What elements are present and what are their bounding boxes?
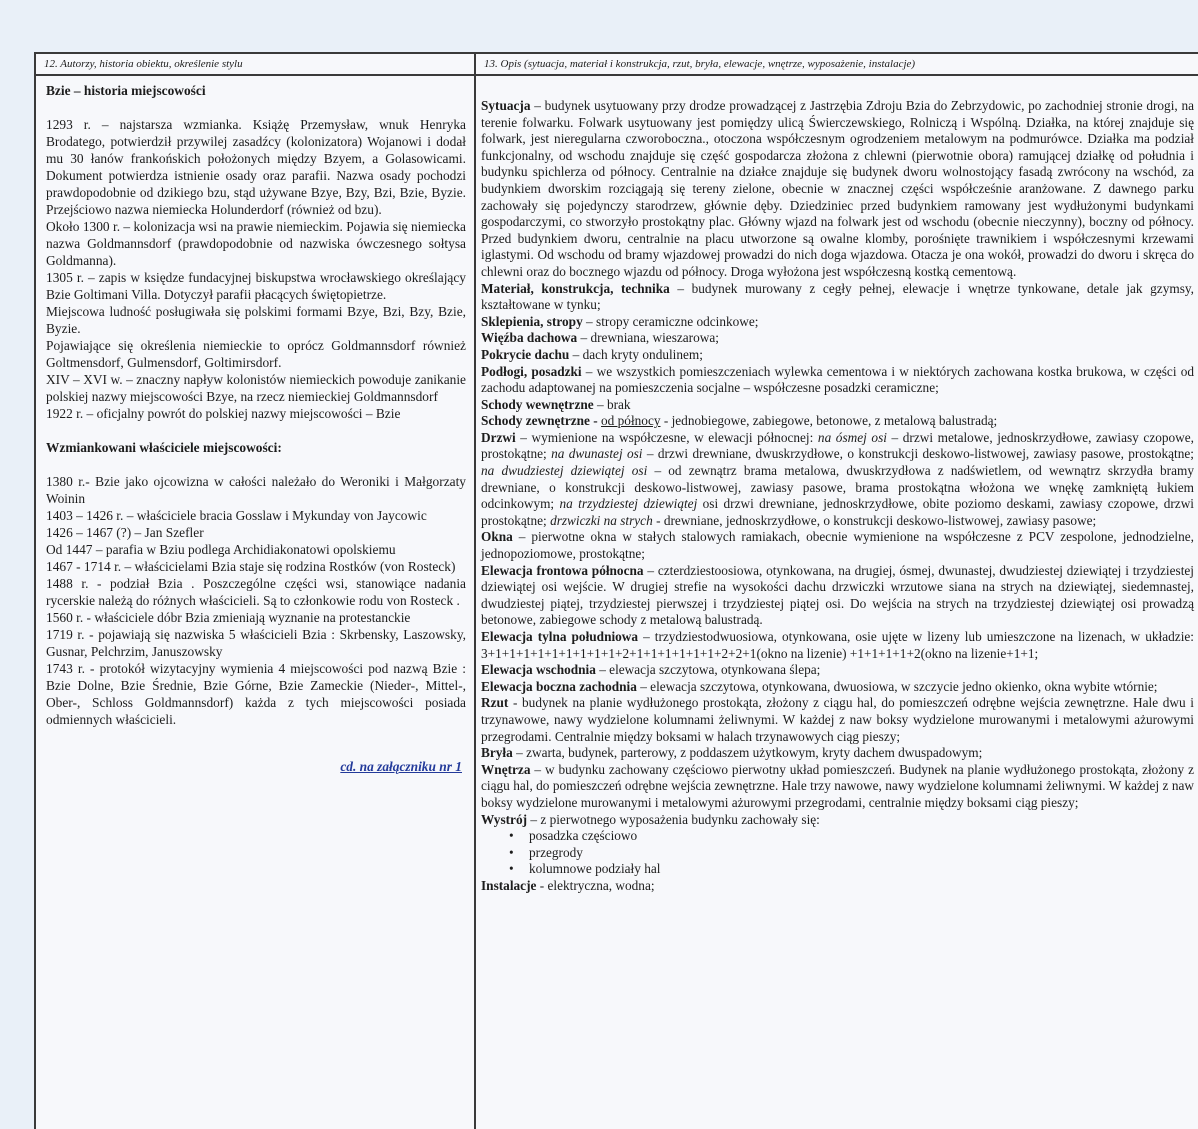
history-entry-1300: Około 1300 r. – kolonizacja wsi na prawie niemieckim. Pojawia się niemiecka nazwa Goldmannsdorf (prawdopodobnie od nazwiska ówczesnego sołtysa Goldmanna). [46, 219, 466, 268]
history-column-header: 12. Autorzy, historia obiektu, określenie stylu [36, 54, 474, 76]
description-column-header: 13. Opis (sytuacja, materiał i konstrukcja, rzut, bryła, elewacje, wnętrze, wyposażenie, instalacje) [476, 54, 1198, 76]
list-item: • kolumnowe podziały hal [509, 861, 1194, 878]
owner-entry-1719: 1719 r. - pojawiają się nazwiska 5 właścicieli Bzia : Skrbensky, Laszowsky, Gusnar, Pelchrzim, Januszowsky [46, 627, 466, 659]
section-podlogi: Podłogi, posadzki – we wszystkich pomieszczeniach wylewka cementowa i w niektórych zachowana kostka brukowa, w części od zachodu adaptowanej na pomieszczenia socjalne – współczesne posadzki ceramiczne; [481, 363, 1194, 396]
owner-entry-1467: 1467 - 1714 r. – właścicielami Bzia staje się rodzina Rostków (von Rosteck) [46, 559, 456, 574]
history-entry-14-16c: XIV – XVI w. – znaczny napływ kolonistów niemieckich powoduje zanikanie polskiej nazwy miejscowości Bzye, na rzecz niemieckiej Goldmannsdorf [46, 372, 466, 404]
section-elewacja-wschodnia: Elewacja wschodnia – elewacja szczytowa, otynkowana ślepa; [481, 662, 821, 678]
description-body [476, 76, 1198, 895]
owner-entry-1380: 1380 r.- Bzie jako ojcowizna w całości należało do Weroniki i Małgorzaty Woinin [46, 474, 466, 506]
owner-entry-1447: Od 1447 – parafia w Bziu podlega Archidiakonatowi opolskiemu [46, 542, 396, 557]
list-item: • posadzka częściowo [509, 828, 1194, 845]
section-instalacje: Instalacje - elektryczna, wodna; [481, 877, 655, 893]
owner-entry-1560: 1560 r. - właściciele dóbr Bzia zmieniają wyznanie na protestanckie [46, 610, 411, 625]
history-title: Bzie – historia miejscowości [46, 83, 206, 98]
section-sklepienia: Sklepienia, stropy – stropy ceramiczne odcinkowe; [481, 313, 759, 329]
description-column [476, 54, 1198, 1129]
section-schody-wewnetrzne: Schody wewnętrzne – brak [481, 396, 631, 412]
section-okna: Okna – pierwotne okna w stałych stalowych ramiakach, obecnie wymienione na współczesne z PCV zespolone, jednodzielne, jednopoziomowe, prostokątne; [481, 529, 1194, 562]
wystroj-list [481, 828, 1194, 878]
history-entry-1305: 1305 r. – zapis w księdze fundacyjnej biskupstwa wrocławskiego określający Bzie Goltimani Villa. Dotyczył parafii płacących świętopietrze. [46, 270, 466, 302]
history-entry-1293: 1293 r. – najstarsza wzmianka. Książę Przemysław, wnuk Henryka Brodatego, potwierdził przywilej zasadźcy (kolonizatora) Wojanowi i dodał mu 30 łanów frankońskich położonych między Bzyem, a Golasowicami. Dokument potwierdza istnienie osady oraz parafii. Nazwa osady pochodzi prawdopodobnie od dzikiego bzu, stąd używane Bzye, Bzy, Bzi, Bzie, Byzie. Przejściowo nazwa niemiecka Holunderdorf (również od bzu). [46, 117, 466, 217]
section-rzut: Rzut - budynek na planie wydłużonego prostokąta, złożony z ciągu hal, do pomieszczeń odrębne wejścia zewnętrzne. Hale dwu i trzynawowe, nawy wydzielone kolumnami żeliwnymi. W każdej z naw boksy wydzielone murowanymi i metalowymi ażurowymi przegrodami. Centralnie między boksami w halach trzynawowych ciąg pieszy; [481, 695, 1194, 744]
section-bryla: Bryła – zwarta, budynek, parterowy, z poddaszem użytkowym, kryty dachem dwuspadowym; [481, 745, 983, 761]
owner-entry-1403: 1403 – 1426 r. – właściciele bracia Gosslaw i Mykunday von Jaycowic [46, 508, 427, 523]
list-item: • przegrody [509, 845, 1194, 862]
history-body [36, 76, 474, 775]
section-elewacja-tylna: Elewacja tylna południowa – trzydziestodwuosiowa, otynkowana, osie ujęte w lizeny lub umieszczone na lizenach, w układzie: 3+1+1+1+1+1+1+1+1+1+2+1+1+1+1+1+1+2+2+1(okno na lizenie) +1+1+1+1+2(okno na lizenie+1+1; [481, 629, 1194, 661]
history-entry-german-names: Pojawiające się określenia niemieckie to oprócz Goldmannsdorf również Goltmensdorf, Gulmensdorf, Goltimirsdorf. [46, 338, 466, 370]
section-wystroj: Wystrój – z pierwotnego wyposażenia budynku zachowały się: [481, 811, 820, 827]
owners-title: Wzmiankowani właściciele miejscowości: [46, 440, 282, 455]
section-wiezba: Więźba dachowa – drewniana, wieszarowa; [481, 330, 719, 346]
section-material: Materiał, konstrukcja, technika – budynek murowany z cegły pełnej, elewacje i wnętrze tynkowane, detale jak gzymsy, kształtowane w tynku; [481, 280, 1194, 313]
history-column [36, 54, 476, 1129]
section-wnetrza: Wnętrza – w budynku zachowany częściowo pierwotny układ pomieszczeń. Budynek na planie wydłużonego prostokąta, złożony z ciągu hal, do pomieszczeń odrębne wejścia zewnętrzne. Hale trzy nawowe, nawy wydzielone kolumnami żeliwnymi. W każdej z naw boksy wydzielone murowanymi i metalowymi ażurowymi przegrodami, centralnie między boksami ciąg pieszy; [481, 761, 1194, 810]
section-pokrycie: Pokrycie dachu – dach kryty ondulinem; [481, 346, 703, 362]
owner-entry-1488: 1488 r. - podział Bzia . Poszczególne części wsi, stanowiące nadania rycerskie należą do różnych właścicieli. Są to członkowie rodu von Rosteck . [46, 576, 466, 608]
section-schody-zewnetrzne: Schody zewnętrzne - od północy - jednobiegowe, zabiegowe, betonowe, z metalową balustradą; [481, 413, 998, 429]
history-entry-1922: 1922 r. – oficjalny powrót do polskiej nazwy miejscowości – Bzie [46, 406, 401, 421]
history-entry-local-names: Miejscowa ludność posługiwała się polskimi formami Bzye, Bzi, Bzy, Bzie, Byzie. [46, 304, 466, 336]
continue-link[interactable]: cd. na załączniku nr 1 [340, 759, 462, 774]
section-elewacja-zachodnia: Elewacja boczna zachodnia – elewacja szczytowa, otynkowana, dwuosiowa, w szczycie jedno okienko, okna wybite wtórnie; [481, 678, 1158, 694]
owner-entry-1426: 1426 – 1467 (?) – Jan Szefler [46, 525, 204, 540]
section-elewacja-frontowa: Elewacja frontowa północna – czterdziestoosiowa, otynkowana, na drugiej, ósmej, dwunastej, dwudziestej dziewiątej i trzydziestej dziewiątej osi wejście. W drugiej strefie na wysokości dachu drzwiczki wrzutowe siana na strych na dziewiątej, siedemnastej, dwudziestej piątej, trzydziestej pierwszej i trzydziestej piątej osi. Do wejścia na strych na trzydziestej dziewiątej osi prowadzą betonowe, zabiegowe schody z metalową balustradą. [481, 562, 1194, 628]
section-sytuacja: Sytuacja – budynek usytuowany przy drodze prowadzącej z Jastrzębia Zdroju Bzia do Zebrzydowic, po zachodniej stronie drogi, na terenie folwarku. Folwark usytuowany jest pomiędzy ulicą Świerczewskiego, Rolniczą i Wspólną. Działka, na której znajduje się folwark, jest nieregularna czworoboczna., otoczona współczesnym ogrodzeniem metalowym na podmurówce. Działka ma podział funkcjonalny, od wschodu znajduje się część gospodarcza złożona z chlewni (pierwotnie obora) ramującej działkę od południa i budynku spichlerza od północy. Centralnie na działce znajduje się budynek dworu wolnostojący fasadą zwrócony na wschód, za budynkiem dworskim rozciągają się tereny zielone, obecnie w znacznej części współcześnie aranżowane. Z dawnego parku zachowały się pojedynczy starodrzew, głównie dęby. Dziedziniec przed budynkiem ramowany jest wydłużonymi budynkami gospodarczymi, co stworzyło prostokątny plac. Główny wjazd na folwark jest od wschodu (obecnie nieczynny), boczny od północy. Przed budynkiem dworu, centralnie na placu utworzone są owalne klomby, porośnięte trawnikiem i współczesnymi krzewami iglastymi. Od wschodu od bramy wjazdowej prowadzi do nich doga wjazdowa. Otacza je ona wokół, prowadzi do dworu i skręca do chlewni oraz do bocznego wjazdu od północy. Droga wyłożona jest współczesną kostką cementową. [481, 98, 1194, 279]
section-drzwi: Drzwi – wymienione na współczesne, w elewacji północnej: na ósmej osi – drzwi metalowe, jednoskrzydłowe, zawiasy czopowe, prostokątne; na dwunastej osi – drzwi drewniane, dwuskrzydłowe, o konstrukcji deskowo-listwowej, zawiasy pasowe, prostokątne; na dwudziestej dziewiątej osi – od zewnątrz brama metalowa, dwuskrzydłowa z nadświetlem, od wewnątrz skrzydła bramy drewniane, o konstrukcji deskowo-listwowej, zawiasy pasowe, brama prostokątna włożona we wnękę zamkniętą łukiem odcinkowym; na trzydziestej dziewiątej osi drzwi drewniane, jednoskrzydłowe, obite poziomo deskami, zawiasy czopowe, drzwi prostokątne; drzwiczki na strych - drewniane, jednoskrzydłowe, o konstrukcji deskowo-listwowej, zawiasy pasowe; [481, 429, 1195, 528]
document-sheet [34, 52, 1198, 1129]
owner-entry-1743: 1743 r. - protokół wizytacyjny wymienia 4 miejscowości pod nazwą Bzie : Bzie Dolne, Bzie Średnie, Bzie Górne, Bzie Zameckie (Nieder-, Mittel-, Ober-, Schloss Goldmannsdorf) każda z tych miejscowości posiada odmiennych właścicieli. [46, 661, 466, 727]
